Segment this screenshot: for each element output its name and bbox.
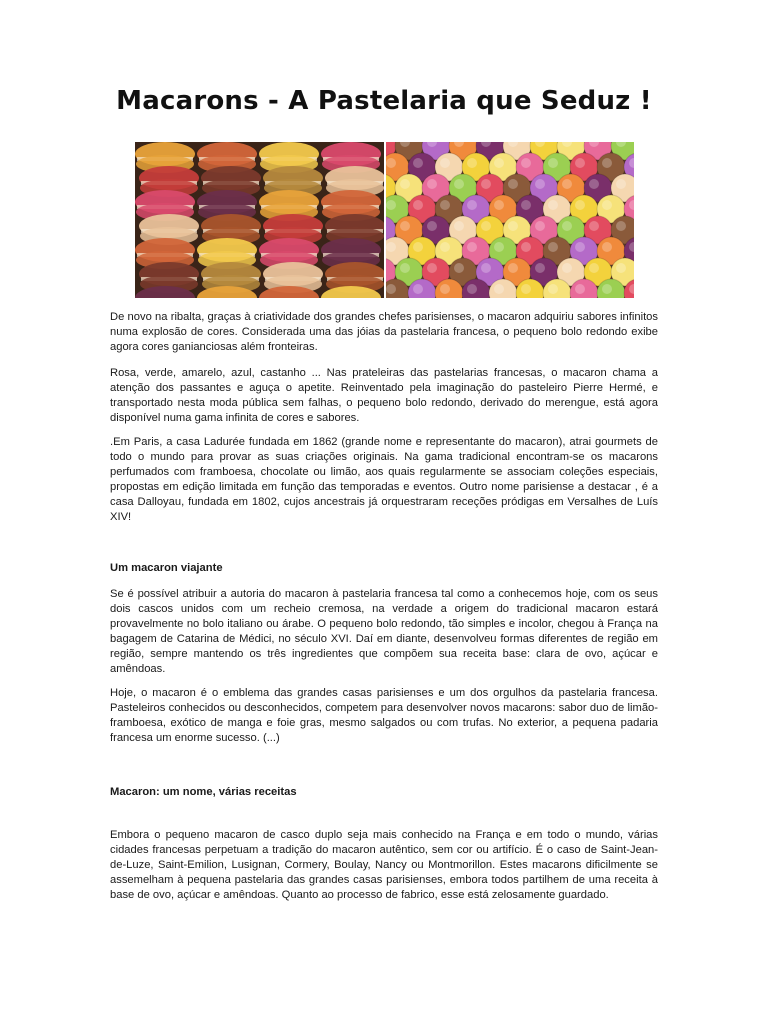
macaron-highlight — [386, 242, 396, 252]
macaron-highlight — [427, 179, 437, 189]
macaron-highlight — [481, 221, 491, 231]
macaron-highlight — [413, 200, 423, 210]
macaron-highlight — [602, 158, 612, 168]
macaron-highlight — [400, 179, 410, 189]
macaron-highlight — [521, 158, 531, 168]
macaron-highlight — [508, 221, 518, 231]
macaron-highlight — [602, 242, 612, 252]
intro-paragraph-3 — [110, 435, 658, 525]
macaron-highlight — [602, 200, 612, 210]
macaron-highlight — [575, 242, 585, 252]
macaron-highlight — [494, 200, 504, 210]
macaron-highlight — [494, 242, 504, 252]
intro-paragraph-1 — [110, 310, 658, 355]
section2-paragraph-1 — [110, 828, 658, 903]
paragraph: Embora o pequeno macaron de casco duplo seja mais conhecido na França e em todo o mundo, várias cidades francesas perpetuam a tradição do macaron autêntico, sem cor ou artifício. É o caso de Saint-Jean-de-Luze, Saint-Emilion, Lusignan, Cormery, Boulay, Nancy ou Montmorillon. Estes macarons dificilmente se assemelham à pequena pastelaria das grandes casas parisienses, embora todos partilhem de uma receita à base de ovo, açúcar e amêndoas. Quanto ao processo de fabrico, esse está zelosamente guardado. — [110, 829, 658, 901]
macaron-highlight — [589, 263, 599, 273]
section-heading: Macaron: um nome, várias receitas — [110, 786, 297, 798]
macaron-highlight — [467, 200, 477, 210]
macarons-pile-icon — [386, 142, 634, 298]
section-heading: Um macaron viajante — [110, 562, 223, 574]
macaron-highlight — [616, 179, 626, 189]
section1-paragraph-1 — [110, 587, 658, 677]
macaron-highlight — [548, 200, 558, 210]
macaron-highlight — [386, 284, 396, 294]
macaron-highlight — [535, 179, 545, 189]
intro-paragraph-2 — [110, 366, 658, 426]
macarons-pile-photo — [386, 142, 634, 298]
macaron-highlight — [575, 284, 585, 294]
macaron-highlight — [440, 158, 450, 168]
macaron-highlight — [481, 179, 491, 189]
macaron-highlight — [575, 158, 585, 168]
macarons-rows-photo — [135, 142, 384, 298]
macaron-highlight — [467, 158, 477, 168]
macaron-highlight — [454, 179, 464, 189]
paragraph: De novo na ribalta, graças à criatividade dos grandes chefes parisienses, o macaron adquiriu sabores infinitos numa explosão de cores. Considerada uma das jóias da pastelaria francesa, o pequeno bolo redondo exibe agora cores ganianciosas além fronteiras. — [110, 311, 658, 353]
macaron-highlight — [440, 284, 450, 294]
macaron-highlight — [535, 221, 545, 231]
macaron-highlight — [413, 284, 423, 294]
macaron-highlight — [427, 221, 437, 231]
macaron-highlight — [521, 284, 531, 294]
macaron-highlight — [413, 242, 423, 252]
macaron-highlight — [562, 221, 572, 231]
macaron-highlight — [427, 263, 437, 273]
macaron-highlight — [508, 263, 518, 273]
page-title: Macarons - A Pastelaria que Seduz ! — [116, 86, 652, 116]
macaron-highlight — [589, 221, 599, 231]
macaron-highlight — [562, 263, 572, 273]
macaron-highlight — [521, 200, 531, 210]
macaron-highlight — [494, 284, 504, 294]
macaron-highlight — [440, 242, 450, 252]
section1-paragraph-2 — [110, 686, 658, 746]
macaron-highlight — [454, 221, 464, 231]
macaron-highlight — [575, 200, 585, 210]
paragraph: Rosa, verde, amarelo, azul, castanho ... Nas prateleiras das pastelarias francesas, o macaron chama a atenção dos passantes e aguça o apetite. Reinventado pela imaginação do pasteleiro Pierre Hermé, e transportado nesta moda pública sem falhas, o pequeno bolo redondo, derivado do merengue, está agora disponível numa gama infinita de cores e sabores. — [110, 367, 658, 424]
macaron-highlight — [548, 242, 558, 252]
paragraph: Se é possível atribuir a autoria do macaron à pastelaria francesa tal como a conhecemos hoje, com os seus dois cascos unidos com um recheio cremosa, na verdade a origem do tradicional macaron estará provavelmente no bolo italiano ou árabe. O pequeno bolo redondo, tão simples e incolor, chegou à França na bagagem de Catarina de Médici, no século XVI. Daí em diante, desenvolveu formas diferentes de região em região, sempre mantendo os três ingredientes que compõem sua receita base: clara de ovo, açúcar e amêndoas. — [110, 588, 658, 675]
macaron-highlight — [440, 200, 450, 210]
macaron-highlight — [454, 263, 464, 273]
macaron-highlight — [602, 284, 612, 294]
macaron-highlight — [400, 263, 410, 273]
macarons-rows-icon — [135, 142, 384, 298]
macaron-highlight — [548, 158, 558, 168]
macaron-highlight — [467, 284, 477, 294]
paragraph: Hoje, o macaron é o emblema das grandes casas parisienses e um dos orgulhos da pastelaria francesa. Pasteleiros conhecidos ou desconhecidos, competem para desenvolver novos macarons: sabor duo de limão-framboesa, exótico de manga e foie gras, mesmo salgados ou com trufas. No exterior, a pequena padaria francesa um enorme sucesso. (...) — [110, 687, 658, 744]
paragraph: .Em Paris, a casa Ladurée fundada em 1862 (grande nome e representante do macaron), atrai gourmets de todo o mundo para provar as suas criações originais. Na gama tradicional encontram-se os macarons perfumados com framboesa, chocolate ou limão, aos quais regularmente se associam coleções especiais, propostas em edição limitada em função das temporadas e eventos. Outro nome parisiense a destacar , é a casa Dalloyau, fundada em 1802, cujos ancestrais já orquestraram receções pródigas em Versalhes de Luís XIV! — [110, 436, 658, 523]
macaron-highlight — [481, 263, 491, 273]
macaron-highlight — [589, 179, 599, 189]
macaron-highlight — [562, 179, 572, 189]
macaron-highlight — [521, 242, 531, 252]
macaron-highlight — [616, 263, 626, 273]
macaron-highlight — [548, 284, 558, 294]
macaron-highlight — [413, 158, 423, 168]
macaron-highlight — [616, 221, 626, 231]
macaron-highlight — [386, 158, 396, 168]
macaron-highlight — [535, 263, 545, 273]
macaron-highlight — [386, 200, 396, 210]
macaron-highlight — [508, 179, 518, 189]
macaron-highlight — [467, 242, 477, 252]
macaron-highlight — [494, 158, 504, 168]
macaron-highlight — [400, 221, 410, 231]
